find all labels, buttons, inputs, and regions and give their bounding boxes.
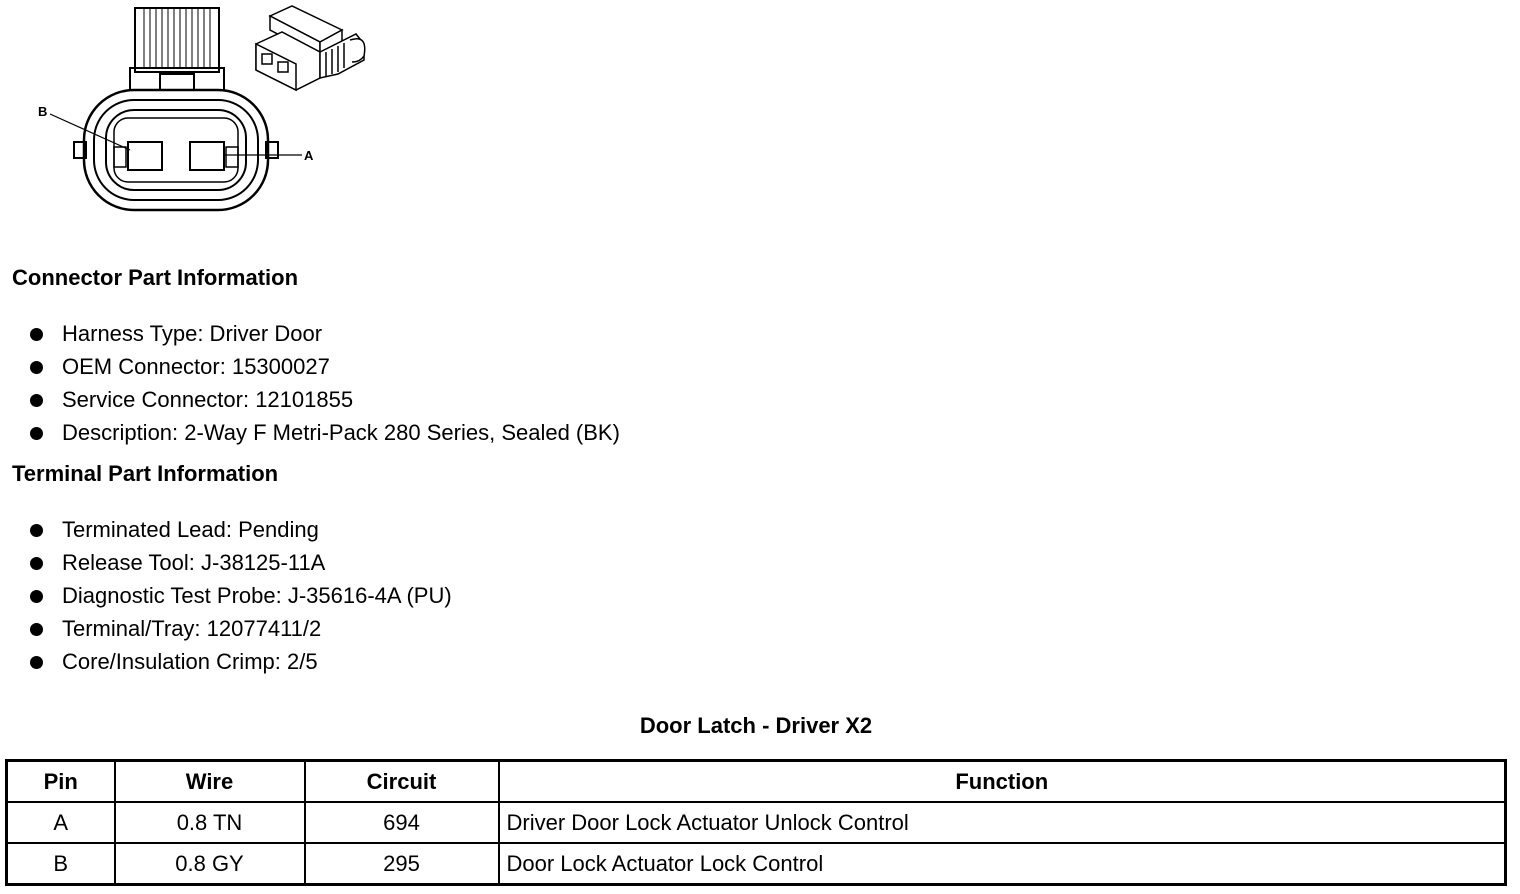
list-item-text: Harness Type: Driver Door [62,321,323,346]
pin-table [5,759,1507,886]
column-header-wire: Wire [115,761,305,803]
list-item-text: Description: 2-Way F Metri-Pack 280 Series, Sealed (BK) [62,420,620,445]
list-item [28,383,620,416]
connector-iso-illustration [256,6,365,90]
cell-pin: B [7,843,115,885]
bullet-icon [30,361,43,374]
column-header-pin: Pin [7,761,115,803]
list-item-text: Release Tool: J-38125-11A [62,550,326,575]
table-row [7,843,1506,885]
connector-diagram [20,0,380,220]
list-item [28,513,452,546]
cavity-b [128,142,162,170]
cell-wire: 0.8 TN [115,802,305,843]
list-item-text: Terminal/Tray: 12077411/2 [62,616,322,641]
column-header-function: Function [499,761,1506,803]
cell-wire: 0.8 GY [115,843,305,885]
column-header-circuit: Circuit [305,761,499,803]
list-item [28,645,452,678]
connector-face [74,90,278,210]
bullet-icon [30,656,43,669]
table-header-row [7,761,1506,803]
cell-circuit: 295 [305,843,499,885]
connector-latch [130,8,224,90]
leader-b [50,114,130,150]
list-item-text: OEM Connector: 15300027 [62,354,330,379]
bullet-icon [30,590,43,603]
table-row [7,802,1506,843]
list-item-text: Diagnostic Test Probe: J-35616-4A (PU) [62,583,452,608]
connector-part-info-list [28,317,620,449]
bullet-icon [30,394,43,407]
list-item [28,546,452,579]
list-item [28,317,620,350]
list-item [28,612,452,645]
list-item-text: Service Connector: 12101855 [62,387,354,412]
cell-circuit: 694 [305,802,499,843]
bullet-icon [30,557,43,570]
cell-function: Door Lock Actuator Lock Control [499,843,1506,885]
bullet-icon [30,623,43,636]
list-item [28,350,620,383]
list-item [28,416,620,449]
bullet-icon [30,524,43,537]
bullet-icon [30,328,43,341]
cell-pin: A [7,802,115,843]
bullet-icon [30,427,43,440]
connector-part-info-heading: Connector Part Information [12,265,299,290]
table-title: Door Latch - Driver X2 [639,713,873,738]
terminal-part-info-heading: Terminal Part Information [12,461,279,486]
terminal-part-info-list [28,513,452,678]
list-item [28,579,452,612]
pin-label-b: B [38,104,48,119]
list-item-text: Core/Insulation Crimp: 2/5 [62,649,318,674]
cavity-a [190,142,224,170]
list-item-text: Terminated Lead: Pending [62,517,319,542]
cell-function: Driver Door Lock Actuator Unlock Control [499,802,1506,843]
pin-label-a: A [304,148,314,163]
